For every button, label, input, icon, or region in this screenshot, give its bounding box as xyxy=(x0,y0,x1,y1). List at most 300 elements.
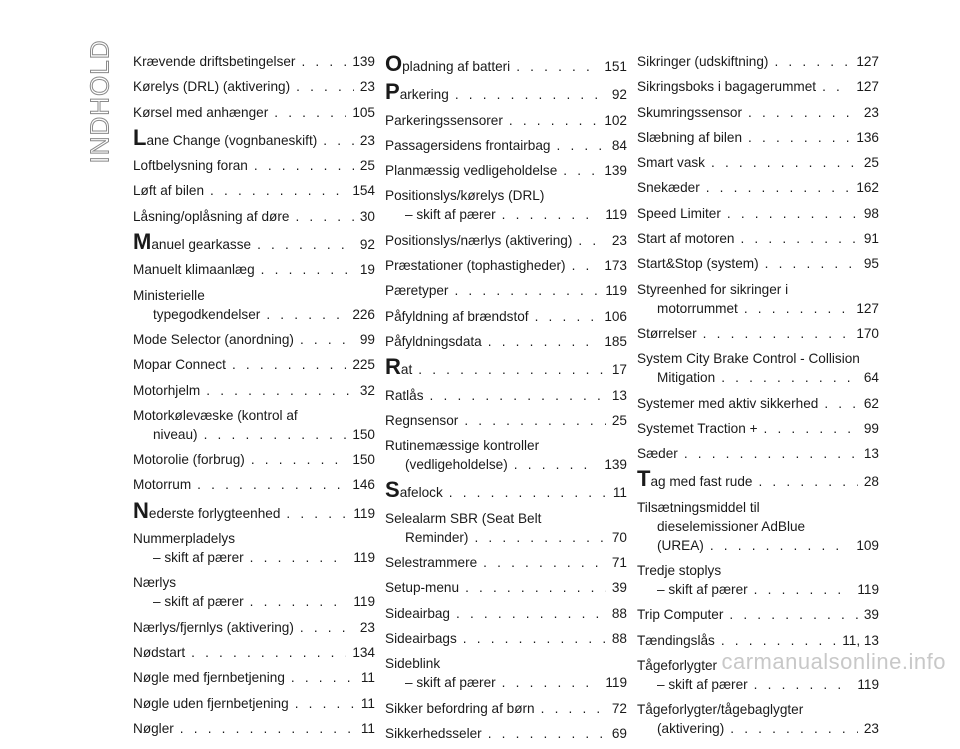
dot-leader xyxy=(232,355,346,374)
index-entry-line xyxy=(133,207,375,226)
dot-leader xyxy=(191,643,346,662)
page-number: 99 xyxy=(863,420,879,436)
index-entry xyxy=(133,124,375,150)
index-entry-line xyxy=(385,307,627,326)
index-entry xyxy=(637,561,879,599)
index-entry-line xyxy=(385,354,627,380)
dot-leader xyxy=(754,675,852,694)
index-entry-line xyxy=(637,419,879,438)
index-entry-text: Manuelt klimaanlæg xyxy=(133,262,255,278)
index-entry-text: Sideairbags xyxy=(385,630,457,646)
index-entry xyxy=(133,719,375,738)
index-entry-text: Slæbning af bilen xyxy=(637,129,743,145)
index-entry-text: (aktivering) xyxy=(657,721,725,737)
index-entry-text: – skift af pærer xyxy=(153,594,244,610)
index-entry-line xyxy=(133,260,375,279)
index-entry-heading: Nærlys xyxy=(133,575,177,591)
page-number: 11 xyxy=(360,695,375,711)
page-number: 127 xyxy=(856,54,879,69)
dot-leader xyxy=(748,128,850,147)
page-number: 70 xyxy=(611,529,627,545)
index-entry-text: Passagersidens frontairbag xyxy=(385,137,551,153)
page-number: 150 xyxy=(352,426,375,442)
index-entry-label xyxy=(637,254,759,273)
dot-leader xyxy=(727,204,858,223)
dot-leader xyxy=(300,330,354,349)
dot-leader xyxy=(509,111,598,130)
dot-leader xyxy=(541,699,606,718)
dot-leader xyxy=(204,425,347,444)
index-entry-text: Parkeringssensorer xyxy=(385,112,503,128)
index-entry-line xyxy=(385,578,627,597)
index-entry-text: Nøgle uden fjernbetjening xyxy=(133,695,289,711)
page-number: 95 xyxy=(863,256,879,272)
page-number: 13 xyxy=(611,387,627,403)
index-entry-text: Speed Limiter xyxy=(637,205,721,221)
page-number: 11, 13 xyxy=(842,632,879,648)
page-number: 119 xyxy=(353,505,375,521)
page-number: 226 xyxy=(352,306,375,322)
index-entry xyxy=(385,281,627,300)
page-number: 119 xyxy=(605,207,627,223)
dot-leader xyxy=(758,472,857,491)
index-letter-initial: S xyxy=(385,477,400,503)
index-entry-line xyxy=(385,332,627,351)
index-entry-line xyxy=(133,643,375,662)
dot-leader xyxy=(706,178,851,197)
dot-leader xyxy=(488,724,606,743)
index-entry-label xyxy=(153,592,244,611)
index-entry xyxy=(385,186,627,224)
index-entry-line xyxy=(385,111,627,130)
index-entry-text: Start af motoren xyxy=(637,231,735,247)
index-entry xyxy=(637,324,879,343)
index-entry-line xyxy=(637,229,879,248)
index-entry xyxy=(385,307,627,326)
index-entry-label xyxy=(133,229,252,255)
page-number: 23 xyxy=(359,132,375,148)
index-entry-label xyxy=(133,618,294,637)
index-entry-text: afelock xyxy=(399,485,443,501)
page-number: 19 xyxy=(359,262,375,278)
index-entry xyxy=(637,349,879,387)
index-entry xyxy=(385,354,627,380)
index-entry-heading: Sideblink xyxy=(385,656,441,672)
index-entry-heading: Motorkølevæske (kontrol af xyxy=(133,407,298,423)
index-entry-label xyxy=(385,161,557,180)
index-entry-label xyxy=(385,477,443,503)
index-letter-initial: L xyxy=(133,124,147,150)
index-entry-text: Start&Stop (system) xyxy=(637,256,759,272)
index-entry xyxy=(133,497,375,523)
index-entry-line xyxy=(637,394,879,413)
index-entry xyxy=(637,605,879,624)
page-number: 11 xyxy=(360,720,375,736)
dot-leader xyxy=(250,548,348,567)
dot-leader xyxy=(535,307,599,326)
page-number: 84 xyxy=(611,137,627,153)
index-entry xyxy=(637,229,879,248)
page-number: 64 xyxy=(863,370,879,386)
index-entry-line xyxy=(385,455,627,474)
index-entry-line xyxy=(637,324,879,343)
dot-leader xyxy=(456,604,606,623)
dot-leader xyxy=(740,229,857,248)
page-number: 139 xyxy=(604,457,627,473)
index-entry-line xyxy=(385,604,627,623)
index-entry-line xyxy=(637,77,879,96)
dot-leader xyxy=(180,719,355,738)
index-entry-line xyxy=(133,124,375,150)
index-entry-label xyxy=(133,450,245,469)
index-entry-line xyxy=(637,178,879,197)
dot-leader xyxy=(729,605,858,624)
dot-leader xyxy=(257,235,354,254)
page-number: 69 xyxy=(611,725,627,741)
index-entry-text: Nærlys/fjernlys (aktivering) xyxy=(133,619,294,635)
dot-leader xyxy=(578,231,606,250)
index-entry xyxy=(133,668,375,687)
side-title-text: INDHOLD xyxy=(84,38,115,164)
index-entry-line xyxy=(385,256,627,275)
index-entry-text: – skift af pærer xyxy=(405,207,496,223)
index-entry-line xyxy=(133,497,375,523)
page-number: 170 xyxy=(856,325,879,341)
index-entry-heading: Selealarm SBR (Seat Belt xyxy=(385,510,542,526)
index-entry-text: Skumringssensor xyxy=(637,104,743,120)
index-entry-line xyxy=(637,631,879,650)
dot-leader xyxy=(197,475,346,494)
index-entry-text: Kørelys (DRL) (aktivering) xyxy=(133,79,291,95)
index-entry-line xyxy=(385,386,627,405)
page-number: 62 xyxy=(863,395,879,411)
index-entry-text: Motorrum xyxy=(133,477,192,493)
index-entry xyxy=(637,52,879,71)
index-entry-text: Smart vask xyxy=(637,155,705,171)
index-entry xyxy=(637,419,879,438)
index-entry xyxy=(385,161,627,180)
index-entry-label xyxy=(637,52,768,71)
index-entry xyxy=(133,77,375,96)
page-number: 23 xyxy=(359,619,375,635)
index-entry-label xyxy=(385,578,459,597)
page-number: 119 xyxy=(353,550,375,566)
index-entry-label xyxy=(637,631,715,650)
dot-leader xyxy=(454,281,599,300)
page-number: 30 xyxy=(359,208,375,224)
page-number: 127 xyxy=(856,300,879,316)
index-entry-text: Regnsensor xyxy=(385,412,459,428)
index-entry-line xyxy=(385,411,627,430)
index-entry-text: Sikkerhedsseler xyxy=(385,725,482,741)
index-entry-text: pladning af batteri xyxy=(402,59,511,74)
index-entry-heading: Tågeforlygter/tågebaglygter xyxy=(637,702,804,718)
page-number: 32 xyxy=(359,382,375,398)
index-entry xyxy=(385,629,627,648)
index-entry xyxy=(385,411,627,430)
dot-leader xyxy=(254,156,354,175)
page-number: 23 xyxy=(611,232,627,248)
index-entry xyxy=(133,450,375,469)
index-entry-line xyxy=(385,553,627,572)
index-entry-text: Motorhjelm xyxy=(133,382,201,398)
dot-leader xyxy=(563,161,598,180)
index-entry xyxy=(385,436,627,474)
dot-leader xyxy=(418,360,606,379)
index-entry xyxy=(385,231,627,250)
dot-leader xyxy=(291,668,355,687)
index-entry-text: Reminder) xyxy=(405,529,469,545)
index-entry-label xyxy=(657,536,704,555)
dot-leader xyxy=(516,57,598,76)
index-entry-text: Pæretyper xyxy=(385,283,449,299)
index-entry xyxy=(637,444,879,463)
index-entry-line xyxy=(133,618,375,637)
dot-leader xyxy=(721,631,836,650)
page-number: 109 xyxy=(856,537,879,553)
index-entry-heading: Tilsætningsmiddel til xyxy=(637,499,760,515)
dot-leader xyxy=(572,256,599,275)
index-entry-text: Positionslys/nærlys (aktivering) xyxy=(385,232,573,248)
index-entry-text: Mopar Connect xyxy=(133,357,226,373)
dot-leader xyxy=(721,368,858,387)
dot-leader xyxy=(266,305,346,324)
index-entry-label xyxy=(133,694,289,713)
dot-leader xyxy=(474,528,605,547)
index-entry-line xyxy=(637,536,879,555)
index-entry xyxy=(133,103,375,122)
index-entry-text: Planmæssig vedligeholdelse xyxy=(385,163,558,179)
index-entry-text: – skift af pærer xyxy=(657,676,748,692)
index-entry-line xyxy=(133,305,375,324)
index-entry xyxy=(385,136,627,155)
page-number: 162 xyxy=(856,180,879,196)
index-entry-text: Snekæder xyxy=(637,180,700,196)
index-entry xyxy=(133,406,375,444)
dot-leader xyxy=(206,381,354,400)
index-entry-text: Selestrammere xyxy=(385,555,478,571)
page-number: 106 xyxy=(604,308,627,324)
page-number: 25 xyxy=(359,158,375,174)
index-entry-line xyxy=(133,52,375,71)
page-number: 23 xyxy=(863,104,879,120)
dot-leader xyxy=(483,553,606,572)
index-entry-line xyxy=(133,229,375,255)
page-number: 28 xyxy=(863,474,879,490)
page-number: 146 xyxy=(352,477,375,493)
index-entry-line xyxy=(385,699,627,718)
index-entry-text: Nødstart xyxy=(133,644,186,660)
index-entry-text: Ratlås xyxy=(385,387,424,403)
index-entry-line xyxy=(637,580,879,599)
index-entry-heading: Nummerpladelys xyxy=(133,531,235,547)
index-entry xyxy=(637,394,879,413)
index-entry-label xyxy=(385,411,458,430)
index-column-3 xyxy=(637,52,879,745)
index-entry-text: Præstationer (tophastigheder) xyxy=(385,258,566,274)
index-entry-heading: Rutinemæssige kontroller xyxy=(385,438,540,454)
index-entry-line xyxy=(637,444,879,463)
index-entry xyxy=(133,381,375,400)
index-entry xyxy=(385,256,627,275)
index-entry-text: Systemet Traction + xyxy=(637,420,758,436)
page-number: 23 xyxy=(863,721,879,737)
index-entry-line xyxy=(637,466,879,492)
index-entry-label xyxy=(133,77,290,96)
index-entry-line xyxy=(385,528,627,547)
index-entry-text: Sikringer (udskiftning) xyxy=(637,54,769,69)
index-entry-label xyxy=(637,466,753,492)
index-entry-label xyxy=(153,548,244,567)
index-entry-text: ag med fast rude xyxy=(650,474,753,490)
index-entry-line xyxy=(385,51,627,76)
index-entry-text: Låsning/oplåsning af døre xyxy=(133,208,290,224)
page-number: 185 xyxy=(604,333,627,349)
index-entry xyxy=(133,52,375,71)
index-entry-label xyxy=(385,354,413,380)
index-entry xyxy=(385,654,627,692)
page-number: 71 xyxy=(611,555,627,571)
index-entry-line xyxy=(133,719,375,738)
index-entry-line xyxy=(637,128,879,147)
dot-leader xyxy=(765,254,858,273)
page-number: 119 xyxy=(857,676,879,692)
index-entry xyxy=(385,509,627,547)
index-letter-initial: P xyxy=(385,79,400,105)
index-entry-label xyxy=(133,52,295,71)
page-number: 139 xyxy=(352,54,375,69)
index-entry xyxy=(133,694,375,713)
index-entry-label xyxy=(133,355,226,374)
index-entry-heading: Ministerielle xyxy=(133,287,205,303)
index-entry-text: Størrelser xyxy=(637,325,697,341)
index-entry xyxy=(133,529,375,567)
index-entry-line xyxy=(133,103,375,122)
dot-leader xyxy=(295,207,353,226)
page-number: 150 xyxy=(352,452,375,468)
index-entry-line xyxy=(385,136,627,155)
dot-leader xyxy=(754,580,852,599)
index-entry-line xyxy=(133,330,375,349)
index-entry-line xyxy=(637,675,879,694)
index-entry xyxy=(385,553,627,572)
index-entry-label xyxy=(385,231,572,250)
index-entry-label xyxy=(637,605,723,624)
index-entry-label xyxy=(637,444,678,463)
index-entry-continuation: dieselemissioner AdBlue xyxy=(657,518,806,534)
index-entry-label xyxy=(637,229,734,248)
index-entry-label xyxy=(657,719,724,738)
index-entry-line xyxy=(133,668,375,687)
index-column-1 xyxy=(133,52,375,744)
dot-leader xyxy=(465,578,606,597)
index-entry xyxy=(637,178,879,197)
index-entry-label xyxy=(405,528,468,547)
index-entry-text: ane Change (vognbaneskift) xyxy=(146,132,318,148)
index-entry-text: Nøgler xyxy=(133,720,174,736)
index-entry xyxy=(133,573,375,611)
index-entry-text: Systemer med aktiv sikkerhed xyxy=(637,395,819,411)
index-entry-text: Sideairbag xyxy=(385,605,450,621)
dot-leader xyxy=(286,504,347,523)
dot-leader xyxy=(730,719,858,738)
dot-leader xyxy=(296,77,354,96)
side-title xyxy=(64,36,136,166)
index-entry-line xyxy=(133,450,375,469)
index-entry-label xyxy=(133,156,248,175)
index-entry-label xyxy=(657,299,738,318)
index-entry-label xyxy=(385,136,551,155)
index-entry xyxy=(133,207,375,226)
index-entry-label xyxy=(637,178,700,197)
index-entry-line xyxy=(133,548,375,567)
index-entry xyxy=(385,699,627,718)
index-entry xyxy=(385,111,627,130)
index-entry-label xyxy=(385,553,477,572)
dot-leader xyxy=(502,205,600,224)
index-entry-text: Trip Computer xyxy=(637,607,724,623)
index-entry-label xyxy=(153,425,198,444)
page-number: 17 xyxy=(611,362,627,378)
dot-leader xyxy=(488,332,599,351)
index-entry-label xyxy=(657,675,748,694)
index-entry xyxy=(133,618,375,637)
dot-leader xyxy=(744,299,850,318)
index-letter-initial: R xyxy=(385,354,401,380)
index-entry-heading: Positionslys/kørelys (DRL) xyxy=(385,188,545,204)
index-entry xyxy=(133,260,375,279)
page-number: 39 xyxy=(611,580,627,596)
index-entry-heading: System City Brake Control - Collision xyxy=(637,351,860,367)
index-entry-line xyxy=(637,254,879,273)
watermark: carmanualsonline.info xyxy=(721,649,946,674)
page-number: 25 xyxy=(611,412,627,428)
index-entry-label xyxy=(405,205,496,224)
dot-leader xyxy=(711,153,858,172)
index-entry-text: – skift af pærer xyxy=(657,582,748,598)
index-entry xyxy=(385,51,627,76)
index-entry-label xyxy=(133,668,285,687)
index-entry-line xyxy=(637,719,879,738)
index-entry-text: Sikker befordring af børn xyxy=(385,700,535,716)
page-number: 11 xyxy=(360,670,375,686)
index-entry xyxy=(637,466,879,492)
index-entry-line xyxy=(385,205,627,224)
index-entry-label xyxy=(133,719,174,738)
index-entry-label xyxy=(637,77,816,96)
index-entry-line xyxy=(133,694,375,713)
index-entry xyxy=(133,355,375,374)
index-entry-line xyxy=(385,161,627,180)
page-number: 25 xyxy=(863,155,879,171)
index-entry-label xyxy=(385,386,424,405)
index-entry xyxy=(133,330,375,349)
index-entry-label xyxy=(153,305,260,324)
index-entry-heading: Tredje stoplys xyxy=(637,563,722,579)
dot-leader xyxy=(295,694,355,713)
index-entry xyxy=(385,332,627,351)
index-entry-line xyxy=(133,156,375,175)
index-letter-initial: M xyxy=(133,229,152,255)
index-entry-text: (UREA) xyxy=(657,537,704,553)
page-number: 105 xyxy=(352,104,375,120)
dot-leader xyxy=(251,450,347,469)
index-entry-line xyxy=(637,605,879,624)
index-entry-text: Sikringsboks i bagagerummet xyxy=(637,79,817,95)
index-entry-text: – skift af pærer xyxy=(405,675,496,691)
index-entry xyxy=(637,631,879,650)
index-entry-line xyxy=(133,475,375,494)
